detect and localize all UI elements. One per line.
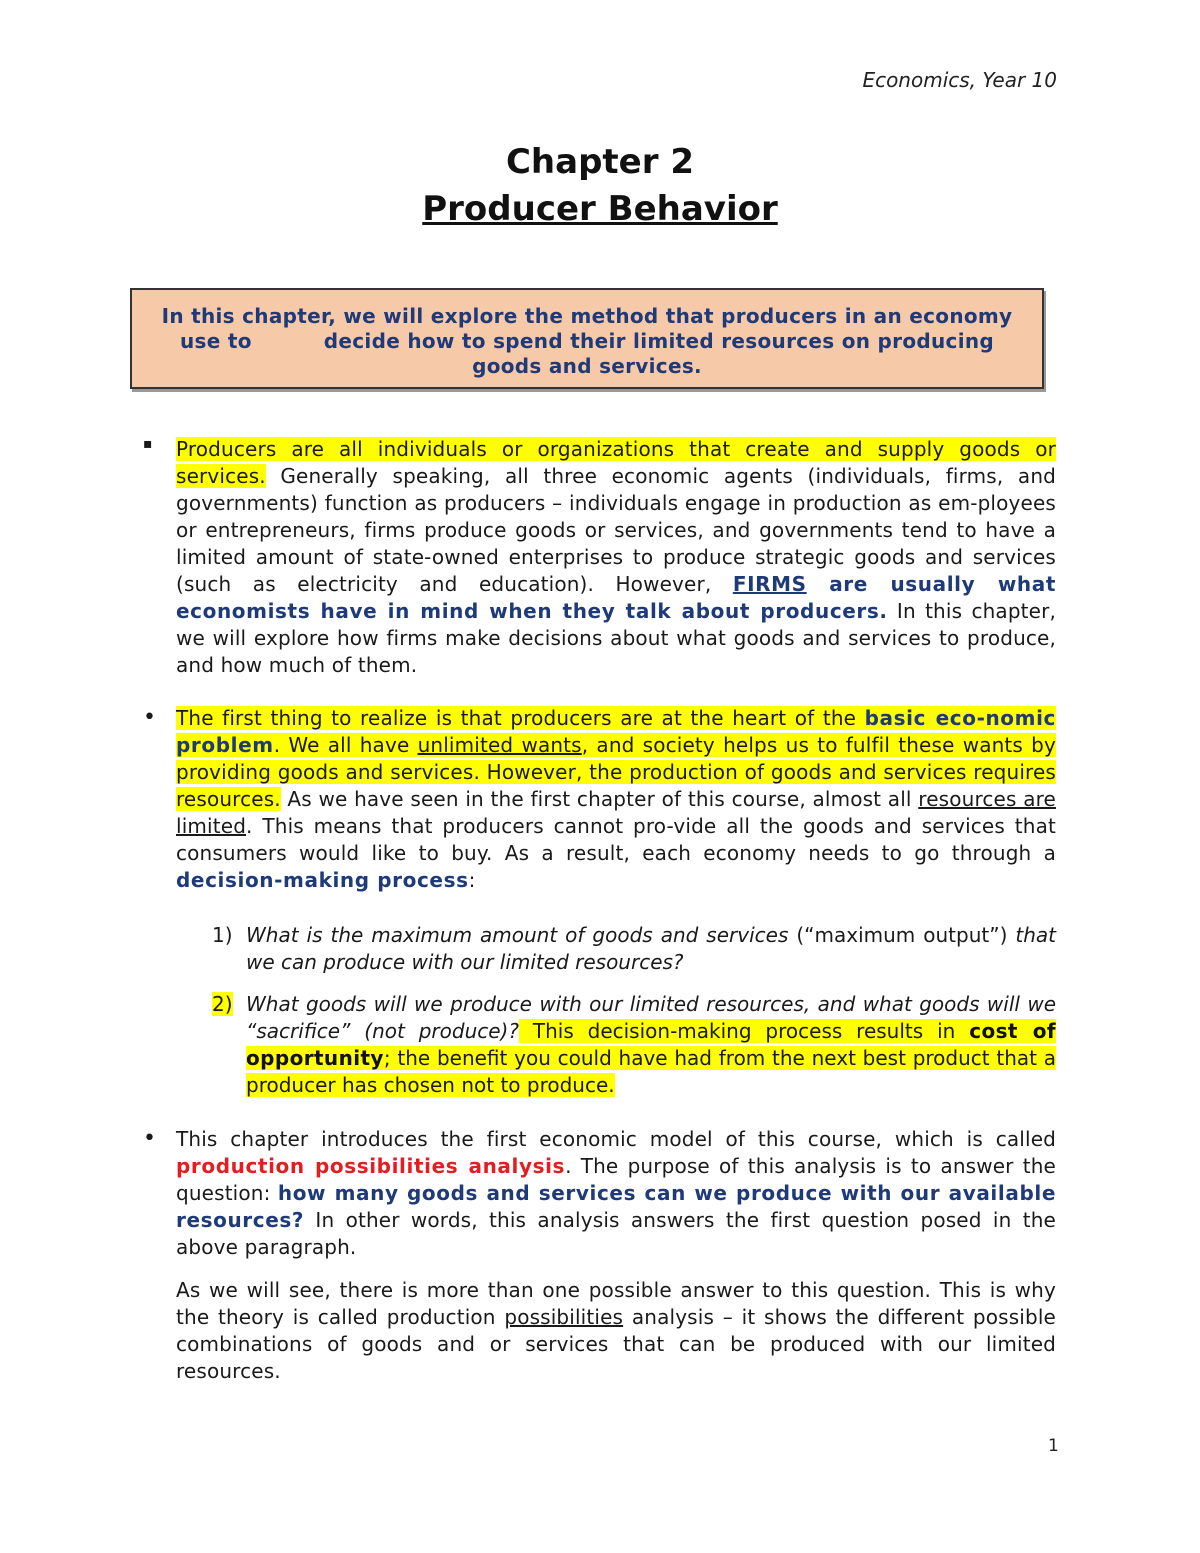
intro-line-2a: use to [180, 329, 252, 353]
intro-callout-box [130, 288, 1044, 389]
basic-economic-problem: basic eco-nomic problem [176, 706, 1056, 757]
key-question: how many goods and services can we produce with our available resources? [176, 1181, 1056, 1232]
para1-closing: In this chapter, we will explore how firms make decisions about what goods and services to produce, and how much of them. [176, 599, 1057, 677]
opportunity-highlight-1: This decision-making process results in [518, 1019, 970, 1043]
para2-text-2: . This means that producers cannot pro-vide all the goods and services that consumers would like to buy. As a result, each economy needs to go through a [176, 814, 1056, 865]
para3-text: This chapter introduces the first economic model of this course, which is called [176, 1127, 1056, 1151]
unlimited-wants: unlimited wants [417, 733, 582, 757]
round-bullet: • [143, 705, 156, 730]
intro-line-2 [140, 329, 1034, 354]
firms-link: FIRMS [732, 572, 807, 596]
possibilities-word: possibilities [504, 1305, 624, 1329]
list-item [212, 922, 1056, 976]
para2-highlight-1: The first thing to realize is that producers are at the heart of the [176, 706, 865, 730]
para2-text: As we have seen in the first chapter of this course, almost all [280, 787, 919, 811]
chapter-title: Producer Behavior [422, 189, 778, 229]
paragraph-basic-problem [176, 705, 1056, 894]
intro-line-1: In this chapter, we will explore the method that producers in an economy [161, 304, 1013, 328]
opportunity-highlight-2: ; the benefit you could have had from the next best product that a producer has chosen not to produce. [246, 1046, 1056, 1097]
paragraph-producers [176, 436, 1056, 679]
intro-line-3: goods and services. [472, 354, 702, 378]
round-bullet: • [143, 1126, 156, 1151]
paragraph-possibilities [176, 1277, 1056, 1385]
production-possibilities-analysis: production possibilities analysis [176, 1154, 566, 1178]
resources-limited: resources are limited [176, 787, 1056, 838]
list-item [212, 991, 1056, 1099]
firms-emphasis: are usually what economists have in mind when they talk about producers. [176, 572, 1056, 623]
decision-making-process: decision-making process [176, 868, 469, 892]
question-1a: What is the maximum amount of goods and services [246, 923, 789, 947]
para2-colon: : [468, 868, 476, 892]
course-header: Economics, Year 10 [862, 68, 1057, 92]
intro-line-2b: decide how to spend their limited resources on producing [323, 329, 994, 353]
question-list [212, 922, 1056, 1099]
para2-highlight-2: . We all have [273, 733, 418, 757]
para4-text-2: analysis – it shows the different possible combinations of goods and or services that can be produced with our limited resources. [176, 1305, 1057, 1383]
para1-text: Generally speaking, all three economic agents (individuals, firms, and governments) function as producers – individuals engage in production as em-ployees or entrepreneurs, firms produce goods or services, and governments tend to have a limited amount of state-owned enterprises to produce strategic goods and services (such as electricity and education). However, [176, 464, 1056, 596]
para4-text: As we will see, there is more than one possible answer to this question. This is why the theory is called production [176, 1278, 1056, 1329]
para3-text-2: . The purpose of this analysis is to answer the question: [176, 1154, 1056, 1205]
question-2: What goods will we produce with our limited resources, and what goods will we “sacrifice” (not produce)? [246, 992, 1056, 1043]
square-bullet: ▪ [143, 436, 153, 452]
title-block [0, 140, 1200, 234]
page-number: 1 [1048, 1436, 1059, 1456]
list-number: 2) [212, 992, 233, 1016]
producers-definition: Producers are all individuals or organizations that create and supply goods or services. [176, 437, 1056, 488]
question-1c: that we can produce with our limited resources? [246, 923, 1057, 974]
question-1b: (“maximum output”) [788, 923, 1016, 947]
chapter-number: Chapter 2 [505, 142, 694, 182]
para2-highlight-3: , and society helps us to fulfil these wants by providing goods and services. However, the production of goods and services requires resources. [176, 733, 1056, 811]
list-number: 1) [212, 923, 233, 947]
cost-of-opportunity: cost of opportunity [246, 1019, 1057, 1070]
paragraph-model [176, 1126, 1056, 1261]
para3-text-3: In other words, this analysis answers the first question posed in the above paragraph. [176, 1208, 1056, 1259]
